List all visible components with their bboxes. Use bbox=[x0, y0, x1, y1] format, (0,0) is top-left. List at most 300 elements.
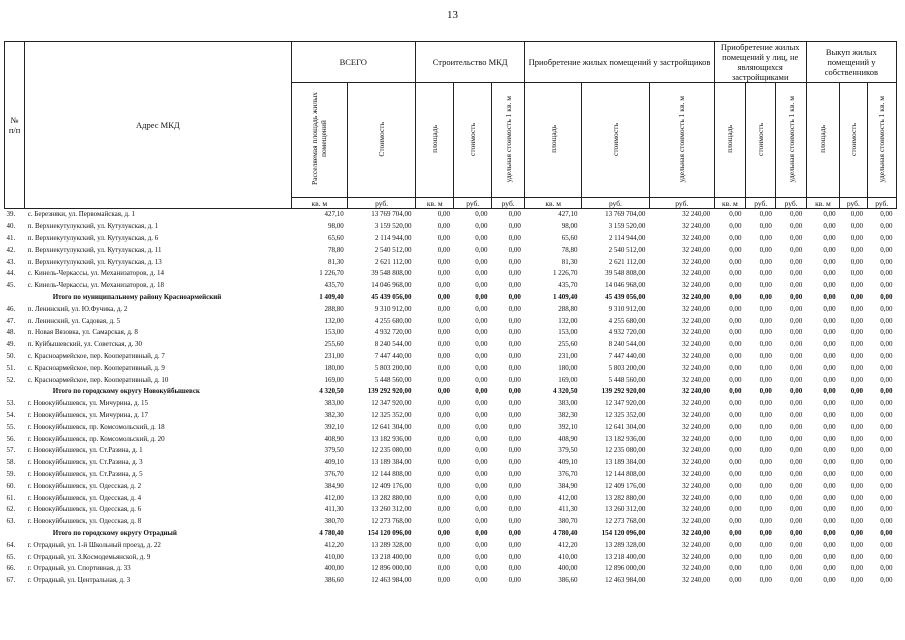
value-cell: 32 240,00 bbox=[682, 552, 711, 561]
row-number: 47. bbox=[6, 316, 16, 325]
value-cell: 0,00 bbox=[880, 552, 893, 561]
value-cell: 5 803 200,00 bbox=[374, 363, 412, 372]
value-cell: 0,00 bbox=[437, 564, 450, 573]
value-cell: 32 240,00 bbox=[682, 304, 711, 313]
value-cell: 0,00 bbox=[729, 399, 742, 408]
value-cell: 0,00 bbox=[759, 245, 772, 254]
value-cell: 412,00 bbox=[558, 493, 578, 502]
value-cell: 231,00 bbox=[324, 351, 344, 360]
value-cell: 0,00 bbox=[508, 434, 521, 443]
value-cell: 0,00 bbox=[729, 458, 742, 467]
table-row bbox=[5, 480, 897, 492]
value-cell: 0,00 bbox=[790, 316, 803, 325]
value-cell: 0,00 bbox=[790, 363, 803, 372]
value-cell: 12 409 176,00 bbox=[371, 481, 412, 490]
value-cell: 0,00 bbox=[437, 292, 450, 301]
value-cell: 0,00 bbox=[729, 576, 742, 585]
value-cell: 13 769 704,00 bbox=[348, 209, 416, 221]
value-cell: 32 240,00 bbox=[682, 576, 711, 585]
value-cell: 0,00 bbox=[508, 245, 521, 254]
address-cell: п. Верхнекутулукский, ул. Кутулукская, д. 11 bbox=[27, 245, 162, 254]
value-cell: 0,00 bbox=[759, 458, 772, 467]
value-cell: 0,00 bbox=[475, 458, 488, 467]
value-cell: 0,00 bbox=[729, 387, 742, 396]
value-cell: 12 235 080,00 bbox=[605, 446, 646, 455]
value-cell: 0,00 bbox=[880, 576, 893, 585]
unit-label: руб. bbox=[867, 198, 897, 209]
value-cell: 0,00 bbox=[437, 316, 450, 325]
value-cell: 32 240,00 bbox=[649, 209, 714, 221]
value-cell: 0,00 bbox=[437, 481, 450, 490]
value-cell: 0,00 bbox=[729, 351, 742, 360]
value-cell: 0,00 bbox=[508, 387, 521, 396]
value-cell: 392,10 bbox=[558, 422, 578, 431]
value-cell: 0,00 bbox=[437, 576, 450, 585]
address-cell: п. Ленинский, ул. Ю.Фучика, д. 2 bbox=[27, 304, 128, 313]
value-cell: 0,00 bbox=[823, 493, 836, 502]
subheader-area: площадь bbox=[714, 83, 745, 198]
value-cell: 0,00 bbox=[508, 257, 521, 266]
value-cell: 0,00 bbox=[790, 458, 803, 467]
value-cell: 379,50 bbox=[558, 446, 578, 455]
value-cell: 0,00 bbox=[759, 304, 772, 313]
value-cell: 0,00 bbox=[759, 493, 772, 502]
value-cell: 0,00 bbox=[850, 481, 863, 490]
value-cell: 0,00 bbox=[823, 528, 836, 537]
value-cell: 0,00 bbox=[475, 422, 488, 431]
value-cell: 0,00 bbox=[880, 517, 893, 526]
value-cell: 32 240,00 bbox=[682, 375, 711, 384]
value-cell: 1 226,70 bbox=[319, 269, 344, 278]
value-cell: 0,00 bbox=[823, 316, 836, 325]
value-cell: 0,00 bbox=[790, 493, 803, 502]
address-cell: г. Отрадный, ул. Спортивная, д. 33 bbox=[27, 564, 131, 573]
value-cell: 0,00 bbox=[475, 576, 488, 585]
value-cell: 0,00 bbox=[729, 552, 742, 561]
value-cell: 0,00 bbox=[759, 375, 772, 384]
value-cell: 0,00 bbox=[880, 316, 893, 325]
value-cell: 9 310 912,00 bbox=[374, 304, 412, 313]
row-number: 64. bbox=[6, 540, 16, 549]
value-cell: 45 439 056,00 bbox=[371, 292, 412, 301]
value-cell: 0,00 bbox=[850, 328, 863, 337]
value-cell: 0,00 bbox=[790, 422, 803, 431]
value-cell: 0,00 bbox=[508, 340, 521, 349]
value-cell: 0,00 bbox=[475, 481, 488, 490]
page-number: 13 bbox=[447, 9, 458, 21]
value-cell: 231,00 bbox=[558, 351, 578, 360]
value-cell: 0,00 bbox=[880, 446, 893, 455]
value-cell: 4 780,40 bbox=[319, 528, 344, 537]
value-cell: 154 120 096,00 bbox=[367, 528, 412, 537]
value-cell: 0,00 bbox=[850, 458, 863, 467]
unit-label: руб. bbox=[649, 198, 714, 209]
value-cell: 32 240,00 bbox=[682, 517, 711, 526]
address-cell: г. Новокуйбышевск, ул. Ст.Разина, д. 3 bbox=[27, 458, 143, 467]
value-cell: 0,00 bbox=[437, 410, 450, 419]
value-cell: 32 240,00 bbox=[682, 410, 711, 419]
value-cell: 32 240,00 bbox=[682, 340, 711, 349]
table-row bbox=[5, 209, 897, 221]
value-cell: 288,80 bbox=[558, 304, 578, 313]
value-cell: 0,00 bbox=[759, 351, 772, 360]
value-cell: 0,00 bbox=[759, 434, 772, 443]
value-cell: 0,00 bbox=[759, 528, 772, 537]
address-cell: г. Новокуйбышевск, ул. Одесская, д. 2 bbox=[27, 481, 142, 490]
value-cell: 78,80 bbox=[327, 245, 344, 254]
value-cell: 98,00 bbox=[327, 222, 344, 231]
subheader-area: площадь bbox=[416, 83, 454, 198]
value-cell: 380,70 bbox=[324, 517, 344, 526]
value-cell: 0,00 bbox=[850, 351, 863, 360]
value-cell: 0,00 bbox=[508, 564, 521, 573]
address-cell: г. Новокуйбышевск, ул. Мичурина, д. 17 bbox=[27, 410, 149, 419]
value-cell: 0,00 bbox=[759, 316, 772, 325]
value-cell: 4 932 720,00 bbox=[374, 328, 412, 337]
subtotal-row bbox=[5, 292, 897, 304]
value-cell: 0,00 bbox=[759, 552, 772, 561]
value-cell: 12 896 000,00 bbox=[371, 564, 412, 573]
value-cell: 0,00 bbox=[729, 340, 742, 349]
value-cell: 32 240,00 bbox=[682, 481, 711, 490]
value-cell: 0,00 bbox=[437, 422, 450, 431]
value-cell: 0,00 bbox=[729, 257, 742, 266]
value-cell: 0,00 bbox=[880, 257, 893, 266]
row-number: 49. bbox=[6, 340, 16, 349]
value-cell: 0,00 bbox=[790, 528, 803, 537]
value-cell: 14 046 968,00 bbox=[605, 281, 646, 290]
value-cell: 0,00 bbox=[850, 517, 863, 526]
value-cell: 0,00 bbox=[475, 233, 488, 242]
row-number: 58. bbox=[6, 458, 16, 467]
value-cell: 154 120 096,00 bbox=[601, 528, 646, 537]
value-cell: 411,30 bbox=[558, 505, 578, 514]
value-cell: 12 325 352,00 bbox=[605, 410, 646, 419]
value-cell: 382,30 bbox=[558, 410, 578, 419]
value-cell: 0,00 bbox=[759, 222, 772, 231]
value-cell: 0,00 bbox=[729, 540, 742, 549]
value-cell: 14 046 968,00 bbox=[371, 281, 412, 290]
value-cell: 0,00 bbox=[729, 316, 742, 325]
value-cell: 0,00 bbox=[823, 340, 836, 349]
value-cell: 0,00 bbox=[880, 410, 893, 419]
value-cell: 0,00 bbox=[880, 375, 893, 384]
subtotal-row bbox=[5, 528, 897, 540]
value-cell: 78,80 bbox=[561, 245, 578, 254]
value-cell: 0,00 bbox=[759, 505, 772, 514]
row-number: 60. bbox=[6, 481, 16, 490]
value-cell: 0,00 bbox=[790, 517, 803, 526]
value-cell: 32 240,00 bbox=[682, 422, 711, 431]
value-cell: 139 292 920,00 bbox=[601, 387, 646, 396]
value-cell: 0,00 bbox=[759, 340, 772, 349]
value-cell: 0,00 bbox=[790, 222, 803, 231]
value-cell: 4 320,50 bbox=[553, 387, 578, 396]
subheader-unit-cost: удельная стоимость 1 кв. м bbox=[649, 83, 714, 198]
value-cell: 32 240,00 bbox=[682, 363, 711, 372]
table-row bbox=[5, 362, 897, 374]
subheader-area: площадь bbox=[525, 83, 582, 198]
value-cell: 0,00 bbox=[850, 493, 863, 502]
value-cell: 0,00 bbox=[729, 505, 742, 514]
value-cell: 12 144 808,00 bbox=[371, 469, 412, 478]
value-cell: 0,00 bbox=[475, 257, 488, 266]
subheader-cost: стоимость bbox=[582, 83, 650, 198]
value-cell: 0,00 bbox=[475, 363, 488, 372]
value-cell: 0,00 bbox=[790, 446, 803, 455]
value-cell: 0,00 bbox=[475, 351, 488, 360]
value-cell: 153,00 bbox=[324, 328, 344, 337]
value-cell: 0,00 bbox=[850, 564, 863, 573]
value-cell: 0,00 bbox=[790, 281, 803, 290]
value-cell: 0,00 bbox=[823, 481, 836, 490]
value-cell: 0,00 bbox=[729, 469, 742, 478]
value-cell: 0,00 bbox=[790, 564, 803, 573]
subheader-unit-cost: удельная стоимость 1 кв. м bbox=[776, 83, 806, 198]
value-cell: 0,00 bbox=[850, 528, 863, 537]
table-row bbox=[5, 539, 897, 551]
value-cell: 0,00 bbox=[437, 505, 450, 514]
value-cell: 0,00 bbox=[729, 269, 742, 278]
value-cell: 0,00 bbox=[880, 564, 893, 573]
table-row bbox=[5, 327, 897, 339]
value-cell: 32 240,00 bbox=[682, 351, 711, 360]
value-cell: 0,00 bbox=[475, 269, 488, 278]
value-cell: 0,00 bbox=[729, 245, 742, 254]
value-cell: 5 448 560,00 bbox=[374, 375, 412, 384]
subtotal-label: Итого по городскому округу Отрадный bbox=[52, 528, 177, 537]
value-cell: 0,00 bbox=[823, 328, 836, 337]
value-cell: 32 240,00 bbox=[682, 387, 711, 396]
housing-resettlement-table bbox=[4, 41, 897, 587]
value-cell: 8 240 544,00 bbox=[374, 340, 412, 349]
value-cell: 0,00 bbox=[508, 552, 521, 561]
table-row bbox=[5, 398, 897, 410]
value-cell: 0,00 bbox=[437, 528, 450, 537]
table-row bbox=[5, 339, 897, 351]
value-cell: 0,00 bbox=[475, 222, 488, 231]
unit-label: руб. bbox=[746, 198, 776, 209]
table-row bbox=[5, 457, 897, 469]
value-cell: 386,60 bbox=[558, 576, 578, 585]
value-cell: 0,00 bbox=[790, 434, 803, 443]
value-cell: 7 447 440,00 bbox=[374, 351, 412, 360]
value-cell: 0,00 bbox=[880, 422, 893, 431]
table-row bbox=[5, 433, 897, 445]
value-cell: 0,00 bbox=[508, 493, 521, 502]
row-number: 55. bbox=[6, 422, 16, 431]
value-cell: 0,00 bbox=[823, 304, 836, 313]
value-cell: 13 260 312,00 bbox=[371, 505, 412, 514]
value-cell: 0,00 bbox=[437, 446, 450, 455]
address-cell: г. Новокуйбышевск, пр. Комсомольский, д. 20 bbox=[27, 434, 165, 443]
value-cell: 255,60 bbox=[558, 340, 578, 349]
value-cell: 376,70 bbox=[324, 469, 344, 478]
value-cell: 12 641 304,00 bbox=[371, 422, 412, 431]
value-cell: 0,00 bbox=[759, 446, 772, 455]
value-cell: 0,00 bbox=[437, 458, 450, 467]
value-cell: 408,90 bbox=[558, 434, 578, 443]
value-cell: 5 803 200,00 bbox=[608, 363, 646, 372]
value-cell: 0,00 bbox=[850, 387, 863, 396]
table-row bbox=[5, 410, 897, 422]
value-cell: 0,00 bbox=[508, 399, 521, 408]
row-number: 65. bbox=[6, 552, 16, 561]
subheader-area-resettled: Расселяемая площадь жилых помещений bbox=[291, 83, 348, 198]
value-cell: 0,00 bbox=[508, 528, 521, 537]
value-cell: 0,00 bbox=[475, 446, 488, 455]
value-cell: 383,00 bbox=[558, 399, 578, 408]
value-cell: 0,00 bbox=[475, 304, 488, 313]
row-number: 44. bbox=[6, 269, 16, 278]
value-cell: 0,00 bbox=[508, 375, 521, 384]
value-cell: 0,00 bbox=[790, 540, 803, 549]
value-cell: 0,00 bbox=[880, 233, 893, 242]
address-cell: г. Новокуйбышевск, ул. Одесская, д. 4 bbox=[27, 493, 142, 502]
unit-label: руб. bbox=[582, 198, 650, 209]
value-cell: 0,00 bbox=[880, 292, 893, 301]
address-cell: с. Березняки, ул. Первомайская, д. 1 bbox=[25, 209, 291, 221]
value-cell: 0,00 bbox=[475, 493, 488, 502]
value-cell: 0,00 bbox=[729, 528, 742, 537]
row-number bbox=[5, 386, 25, 398]
value-cell: 0,00 bbox=[437, 434, 450, 443]
value-cell: 0,00 bbox=[729, 292, 742, 301]
value-cell: 386,60 bbox=[324, 576, 344, 585]
value-cell: 0,00 bbox=[491, 209, 524, 221]
table-row bbox=[5, 445, 897, 457]
value-cell: 0,00 bbox=[880, 505, 893, 514]
value-cell: 81,30 bbox=[561, 257, 578, 266]
table-row bbox=[5, 492, 897, 504]
value-cell: 98,00 bbox=[561, 222, 578, 231]
unit-label: кв. м bbox=[291, 198, 348, 209]
table-row bbox=[5, 551, 897, 563]
value-cell: 13 289 328,00 bbox=[605, 540, 646, 549]
value-cell: 13 282 880,00 bbox=[371, 493, 412, 502]
value-cell: 409,10 bbox=[324, 458, 344, 467]
value-cell: 0,00 bbox=[508, 304, 521, 313]
value-cell: 0,00 bbox=[729, 375, 742, 384]
value-cell: 13 189 384,00 bbox=[371, 458, 412, 467]
value-cell: 0,00 bbox=[806, 209, 839, 221]
value-cell: 0,00 bbox=[437, 351, 450, 360]
table-row bbox=[5, 374, 897, 386]
value-cell: 0,00 bbox=[850, 446, 863, 455]
value-cell: 0,00 bbox=[437, 304, 450, 313]
value-cell: 0,00 bbox=[823, 576, 836, 585]
value-cell: 411,30 bbox=[324, 505, 344, 514]
value-cell: 0,00 bbox=[850, 469, 863, 478]
value-cell: 0,00 bbox=[823, 540, 836, 549]
value-cell: 12 463 984,00 bbox=[605, 576, 646, 585]
value-cell: 0,00 bbox=[729, 564, 742, 573]
address-cell: г. Новокуйбышевск, ул. Одесская, д. 6 bbox=[27, 505, 142, 514]
value-cell: 0,00 bbox=[790, 552, 803, 561]
value-cell: 0,00 bbox=[880, 351, 893, 360]
value-cell: 435,70 bbox=[558, 281, 578, 290]
value-cell: 0,00 bbox=[790, 292, 803, 301]
value-cell: 0,00 bbox=[475, 387, 488, 396]
address-cell: г. Отрадный, ул. З.Космодемьянской, д. 9 bbox=[27, 552, 151, 561]
value-cell: 0,00 bbox=[850, 257, 863, 266]
value-cell: 0,00 bbox=[776, 209, 806, 221]
value-cell: 0,00 bbox=[790, 505, 803, 514]
value-cell: 0,00 bbox=[729, 517, 742, 526]
value-cell: 384,90 bbox=[324, 481, 344, 490]
value-cell: 132,00 bbox=[324, 316, 344, 325]
value-cell: 1 226,70 bbox=[553, 269, 578, 278]
value-cell: 384,90 bbox=[558, 481, 578, 490]
value-cell: 8 240 544,00 bbox=[608, 340, 646, 349]
value-cell: 0,00 bbox=[790, 481, 803, 490]
value-cell: 0,00 bbox=[759, 481, 772, 490]
value-cell: 0,00 bbox=[437, 328, 450, 337]
value-cell: 3 159 520,00 bbox=[374, 222, 412, 231]
value-cell: 32 240,00 bbox=[682, 328, 711, 337]
row-number: 45. bbox=[6, 281, 16, 290]
row-number: 56. bbox=[6, 434, 16, 443]
value-cell: 0,00 bbox=[475, 528, 488, 537]
table-header bbox=[5, 42, 897, 209]
table-row bbox=[5, 575, 897, 587]
value-cell: 0,00 bbox=[475, 328, 488, 337]
value-cell: 0,00 bbox=[437, 552, 450, 561]
value-cell: 0,00 bbox=[729, 233, 742, 242]
subtotal-label: Итого по муниципальному району Красноармейский bbox=[52, 292, 222, 301]
value-cell: 0,00 bbox=[823, 517, 836, 526]
value-cell: 412,20 bbox=[558, 540, 578, 549]
address-cell: п. Верхнекутулукский, ул. Кутулукская, д. 13 bbox=[27, 257, 162, 266]
table-row bbox=[5, 268, 897, 280]
unit-label: руб. bbox=[840, 198, 867, 209]
value-cell: 0,00 bbox=[759, 257, 772, 266]
value-cell: 0,00 bbox=[437, 222, 450, 231]
address-cell: п. Новая Вязовка, ул. Самарская, д. 8 bbox=[27, 328, 138, 337]
value-cell: 4 780,40 bbox=[553, 528, 578, 537]
address-cell: г. Отрадный, ул. Центральная, д. 3 bbox=[27, 576, 131, 585]
value-cell: 0,00 bbox=[850, 233, 863, 242]
value-cell: 0,00 bbox=[790, 340, 803, 349]
row-number: 53. bbox=[6, 399, 16, 408]
value-cell: 2 540 512,00 bbox=[374, 245, 412, 254]
row-number: 67. bbox=[6, 576, 16, 585]
row-number: 39. bbox=[5, 209, 25, 221]
value-cell: 180,00 bbox=[558, 363, 578, 372]
value-cell: 383,00 bbox=[324, 399, 344, 408]
subheader-area: площадь bbox=[806, 83, 839, 198]
value-cell: 32 240,00 bbox=[682, 540, 711, 549]
value-cell: 0,00 bbox=[416, 209, 454, 221]
value-cell: 0,00 bbox=[880, 469, 893, 478]
value-cell: 0,00 bbox=[823, 245, 836, 254]
value-cell: 169,00 bbox=[558, 375, 578, 384]
value-cell: 0,00 bbox=[508, 505, 521, 514]
value-cell: 0,00 bbox=[880, 387, 893, 396]
value-cell: 0,00 bbox=[880, 540, 893, 549]
value-cell: 0,00 bbox=[823, 281, 836, 290]
row-number: 63. bbox=[6, 517, 16, 526]
value-cell: 0,00 bbox=[508, 410, 521, 419]
value-cell: 0,00 bbox=[729, 434, 742, 443]
value-cell: 0,00 bbox=[823, 552, 836, 561]
value-cell: 0,00 bbox=[475, 410, 488, 419]
value-cell: 0,00 bbox=[880, 399, 893, 408]
value-cell: 0,00 bbox=[508, 540, 521, 549]
value-cell: 0,00 bbox=[759, 281, 772, 290]
table-body bbox=[5, 209, 897, 587]
value-cell: 0,00 bbox=[759, 233, 772, 242]
